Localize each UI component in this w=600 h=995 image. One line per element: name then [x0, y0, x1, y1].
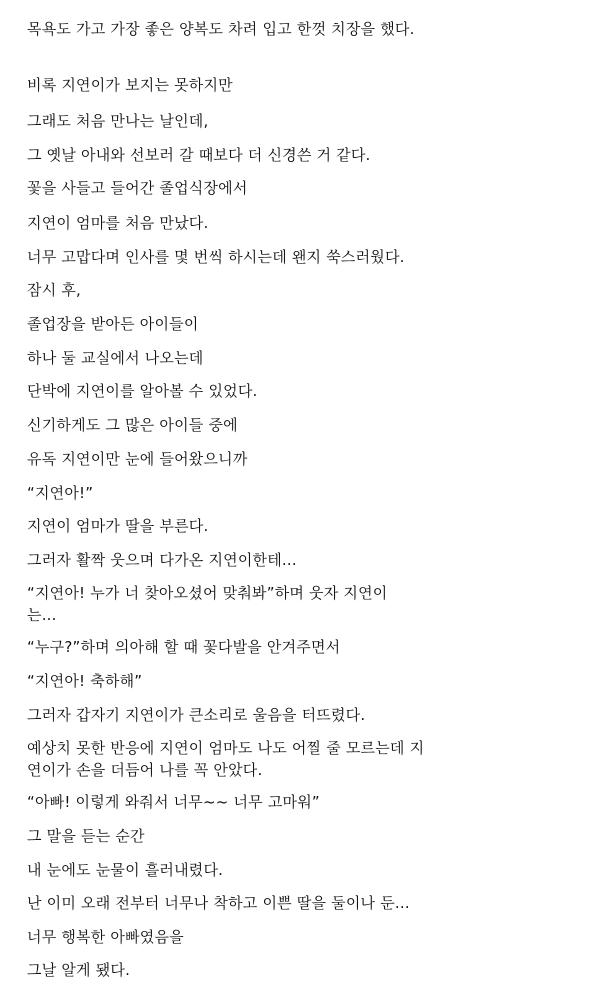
text-line: 지연이 엄마가 딸을 부른다.	[27, 517, 209, 535]
text-line: “지연아! 축하해”	[27, 672, 143, 690]
text-line: 목욕도 가고 가장 좋은 양복도 차려 입고 한껏 치장을 했다.	[27, 20, 415, 38]
text-line: 비록 지연이가 보지는 못하지만	[27, 76, 233, 94]
text-line: 잠시 후,	[27, 281, 82, 299]
text-line: “지연아! 누가 너 찾아오셨어 맞춰봐”하며 웃자 지연이는...	[27, 584, 388, 624]
text-line: 예상치 못한 반응에 지연이 엄마도 나도 어찔 줄 모르는데 지연이가 손을 더듬어 나를 꼭 안았다.	[27, 739, 425, 779]
text-line: 신기하게도 그 많은 아이들 중에	[27, 416, 238, 434]
text-line: 너무 고맙다며 인사를 몇 번씩 하시는데 왠지 쑥스러웠다.	[27, 248, 405, 266]
text-line: 그 옛날 아내와 선보러 갈 때보다 더 신경쓴 거 같다.	[27, 146, 371, 164]
text-line: 내 눈에도 눈물이 흘러내렸다.	[27, 861, 224, 879]
text-line: 그날 알게 됐다.	[27, 961, 131, 979]
text-line: 그러자 활짝 웃으며 다가온 지연이한테...	[27, 551, 297, 569]
text-line: 그 말을 듣는 순간	[27, 827, 145, 845]
text-line: 그러자 갑자기 지연이가 큰소리로 울음을 터뜨렸다.	[27, 706, 366, 724]
text-line: 졸업장을 받아든 아이들이	[27, 315, 199, 333]
paragraph-text	[27, 18, 587, 40]
text-line: “아빠! 이렇게 와줘서 너무~~ 너무 고마워”	[27, 793, 320, 811]
text-line: 그래도 처음 만나는 날인데,	[27, 112, 209, 130]
text-line: 너무 행복한 아빠였음을	[27, 928, 184, 946]
paragraph-text	[27, 582, 587, 626]
text-line: 유독 지연이만 눈에 들어왔으니까	[27, 450, 248, 468]
text-line: 하나 둘 교실에서 나오는데	[27, 349, 204, 367]
text-line: 난 이미 오래 전부터 너무나 착하고 이쁜 딸을 둘이나 둔...	[27, 894, 410, 912]
paragraph-text	[27, 737, 587, 781]
text-line: “누구?”하며 의아해 할 때 꽃다발을 안겨주면서	[27, 638, 341, 656]
text-line: 꽃을 사들고 들어간 졸업식장에서	[27, 179, 248, 197]
text-line: “지연아!”	[27, 484, 94, 502]
text-line: 지연이 엄마를 처음 만났다.	[27, 214, 209, 232]
text-line: 단박에 지연이를 알아볼 수 있었다.	[27, 382, 258, 400]
